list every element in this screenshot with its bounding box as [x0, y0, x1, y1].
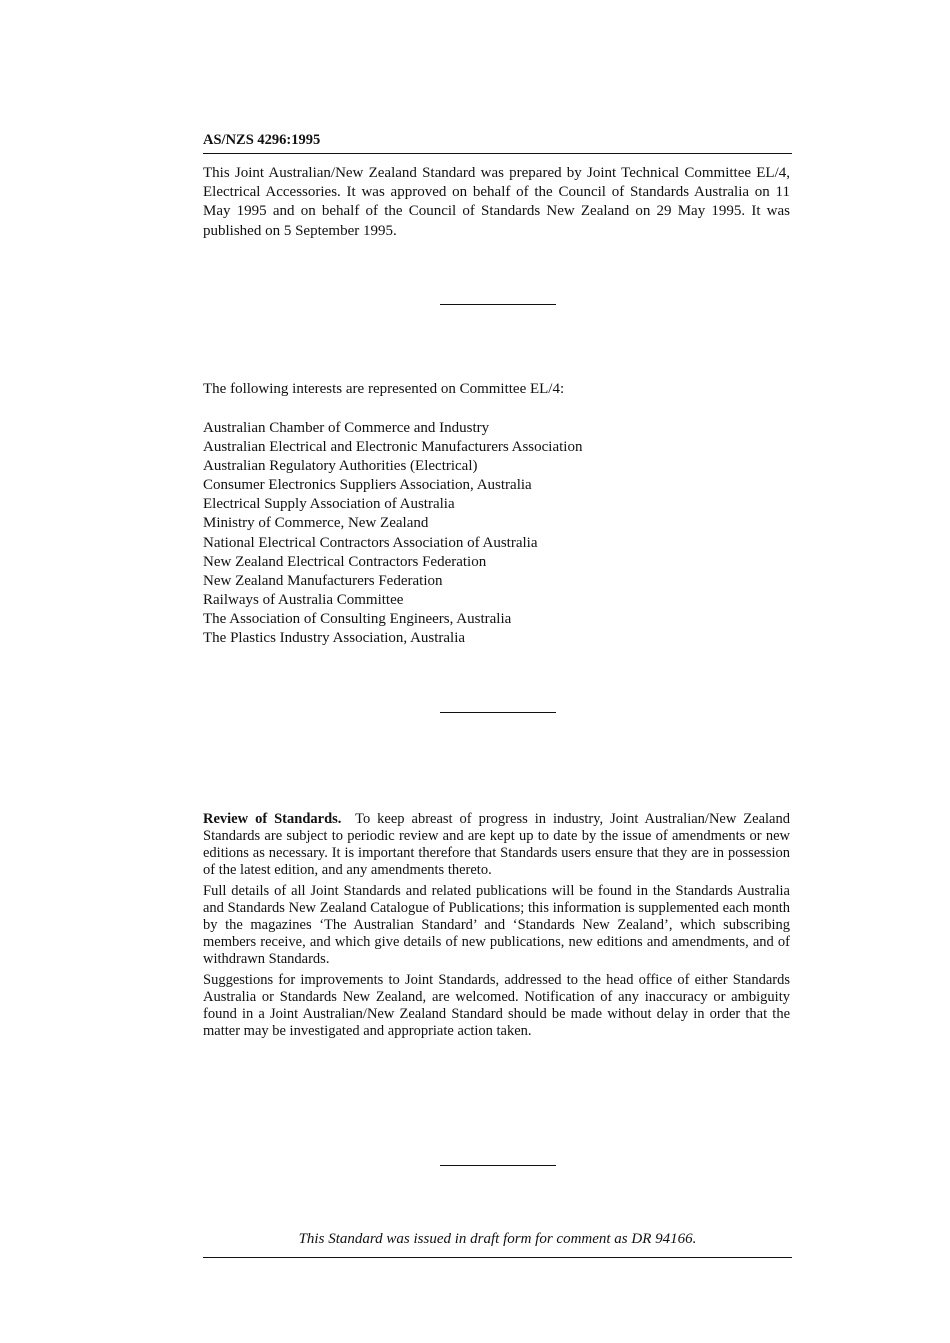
review-heading: Review of Standards. [203, 811, 342, 827]
list-item: Electrical Supply Association of Australia [203, 496, 455, 513]
list-item: Australian Chamber of Commerce and Industry [203, 420, 490, 436]
review-text: To keep abreast of progress in industry, Joint Australian/New Zealand Standards are subject to periodic review and are kept up to date by the issue of amendments or new editions as necessary. It is important therefore that Standards users ensure that they are in possession of the latest edition, and any amendments thereto. [203, 811, 790, 878]
list-item: Consumer Electronics Suppliers Association, Australia [203, 477, 532, 494]
review-paragraph: Full details of all Joint Standards and related publications will be found in the Standards Australia and Standards New Zealand Catalogue of Publications; this information is supplemented each month by the magazines ‘The Australian Standard’ and ‘Standards New Zealand’, which subscribing members receive, and which give details of new publications, new editions and amendments, and of withdrawn Standards. [203, 883, 790, 967]
list-item: New Zealand Manufacturers Federation [203, 572, 443, 589]
standard-id: AS/NZS 4296:1995 [203, 132, 321, 148]
list-item: Railways of Australia Committee [203, 591, 404, 608]
section-divider [440, 304, 556, 305]
committee-member-list [203, 419, 582, 648]
draft-note: This Standard was issued in draft form for comment as DR 94166. [298, 1231, 697, 1247]
list-item: Ministry of Commerce, New Zealand [203, 515, 429, 532]
review-section [203, 811, 790, 1044]
list-item: The Association of Consulting Engineers, Australia [203, 610, 512, 627]
list-item: The Plastics Industry Association, Australia [203, 630, 466, 647]
review-paragraph: Suggestions for improvements to Joint Standards, addressed to the head office of either Standards Australia or Standards New Zealand, are welcomed. Notification of any inaccuracy or ambiguity found in a Joint Australian/New Zealand Standard should be made without delay in order that the matter may be investigated and appropriate action taken. [203, 972, 790, 1039]
list-item: Australian Regulatory Authorities (Electrical) [203, 458, 478, 475]
list-item: Australian Electrical and Electronic Manufacturers Association [203, 439, 583, 456]
preparation-paragraph: This Joint Australian/New Zealand Standard was prepared by Joint Technical Committee EL/4, Electrical Accessories. It was approved on behalf of the Council of Standards Australia on 11 May 1995 and on behalf of the Council of Standards New Zealand on 29 May 1995. It was published on 5 September 1995. [203, 165, 790, 239]
section-divider [440, 712, 556, 713]
committee-intro: The following interests are represented on Committee EL/4: [203, 381, 565, 397]
list-item: New Zealand Electrical Contractors Federation [203, 553, 487, 570]
footer-rule [203, 1257, 792, 1258]
header-rule [203, 153, 792, 154]
review-paragraph [203, 811, 790, 879]
list-item: National Electrical Contractors Association of Australia [203, 534, 538, 551]
section-divider [440, 1165, 556, 1166]
